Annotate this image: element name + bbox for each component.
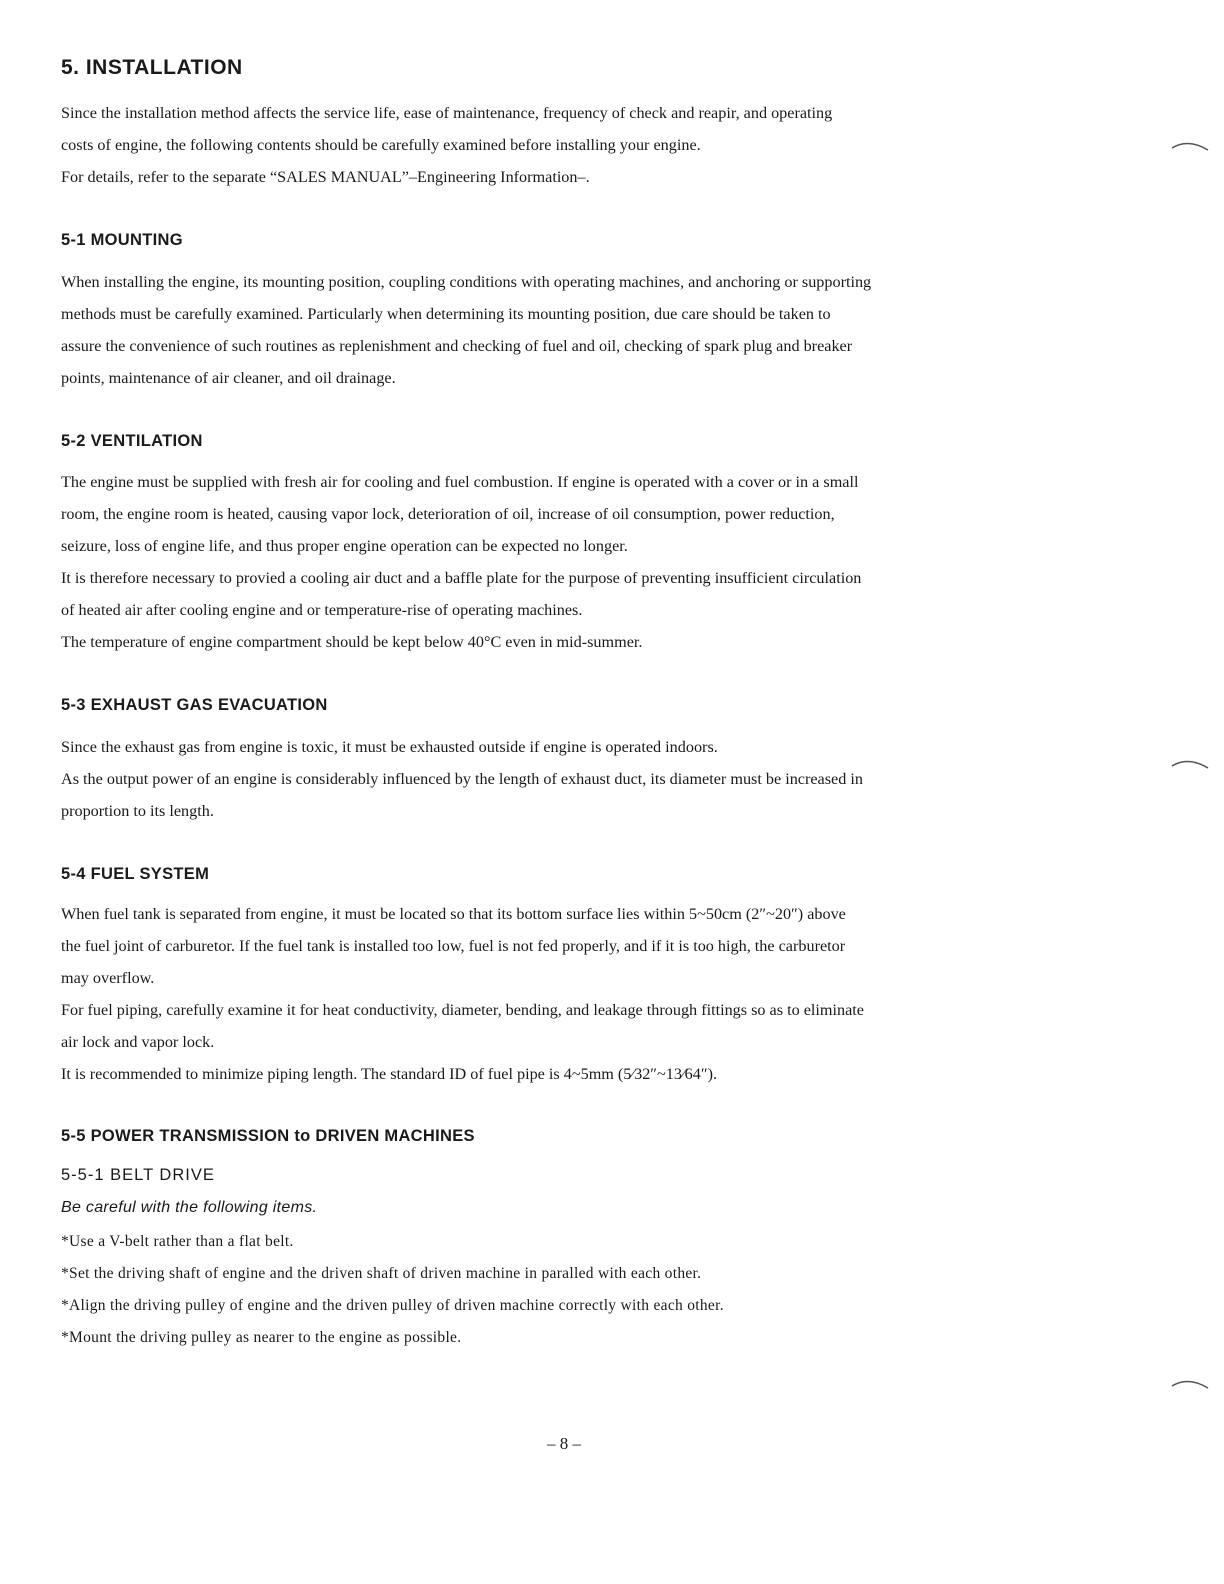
text-line: may overflow. [61,969,155,987]
binding-hole-mark [1170,140,1210,152]
binding-hole-mark [1170,758,1210,770]
binding-hole-mark [1170,1378,1210,1390]
belt-drive-list [61,1226,724,1354]
text-line: air lock and vapor lock. [61,1033,215,1051]
list-item: *Mount the driving pulley as nearer to the engine as possible. [61,1329,462,1346]
text-line: The temperature of engine compartment should be kept below 40°C even in mid-summer. [61,633,643,651]
page-number: – 8 – [547,1434,581,1453]
heading-exhaust: 5-3 EXHAUST GAS EVACUATION [61,696,328,714]
list-item: *Align the driving pulley of engine and the driven pulley of driven machine correctly with each other. [61,1297,724,1314]
section-title: 5. INSTALLATION [61,56,243,79]
heading-power-transmission: 5-5 POWER TRANSMISSION to DRIVEN MACHINES [61,1127,475,1145]
text-line: points, maintenance of air cleaner, and oil drainage. [61,369,396,387]
text-line: room, the engine room is heated, causing vapor lock, deterioration of oil, increase of oil consumption, power reduction, [61,505,835,523]
subheading-belt-drive: 5-5-1 BELT DRIVE [61,1166,215,1184]
text-line: assure the convenience of such routines as replenishment and checking of fuel and oil, checking of spark plug and breaker [61,337,853,355]
exhaust-paragraph [61,731,1081,827]
text-line: the fuel joint of carburetor. If the fuel tank is installed too low, fuel is not fed properly, and if it is too high, the carburetor [61,937,846,955]
text-line: It is recommended to minimize piping length. The standard ID of fuel pipe is 4~5mm (5⁄32″~13⁄64″). [61,1065,718,1083]
text-line: Since the installation method affects the service life, ease of maintenance, frequency of check and reapir, and operating [61,104,833,122]
heading-mounting: 5-1 MOUNTING [61,231,183,249]
text-line: Since the exhaust gas from engine is toxic, it must be exhausted outside if engine is operated indoors. [61,738,718,756]
text-line: methods must be carefully examined. Particularly when determining its mounting position, due care should be taken to [61,305,831,323]
mounting-paragraph [61,266,1081,394]
text-line: As the output power of an engine is considerably influenced by the length of exhaust duct, its diameter must be increased in [61,770,863,788]
heading-ventilation: 5-2 VENTILATION [61,432,203,450]
caution-note: Be careful with the following items. [61,1199,318,1216]
fuel-system-paragraph [61,898,1081,1090]
text-line: costs of engine, the following contents should be carefully examined before installing your engine. [61,136,701,154]
intro-paragraph [61,97,1081,193]
text-line: For fuel piping, carefully examine it for heat conductivity, diameter, bending, and leakage through fittings so as to eliminate [61,1001,864,1019]
text-line: It is therefore necessary to provied a cooling air duct and a baffle plate for the purpose of preventing insufficient circulation [61,569,862,587]
text-line: When fuel tank is separated from engine, it must be located so that its bottom surface lies within 5~50cm (2″~20″) above [61,905,846,923]
heading-fuel-system: 5-4 FUEL SYSTEM [61,865,210,883]
list-item: *Use a V-belt rather than a flat belt. [61,1233,294,1250]
text-line: The engine must be supplied with fresh air for cooling and fuel combustion. If engine is operated with a cover or in a small [61,473,859,491]
text-line: of heated air after cooling engine and or temperature-rise of operating machines. [61,601,583,619]
text-line: proportion to its length. [61,802,214,820]
list-item: *Set the driving shaft of engine and the driven shaft of driven machine in paralled with each other. [61,1265,702,1282]
text-line: seizure, loss of engine life, and thus proper engine operation can be expected no longer. [61,537,628,555]
ventilation-paragraph [61,466,1081,658]
text-line: When installing the engine, its mounting position, coupling conditions with operating machines, and anchoring or supporting [61,273,872,291]
text-line: For details, refer to the separate “SALES MANUAL”–Engineering Information–. [61,168,590,186]
